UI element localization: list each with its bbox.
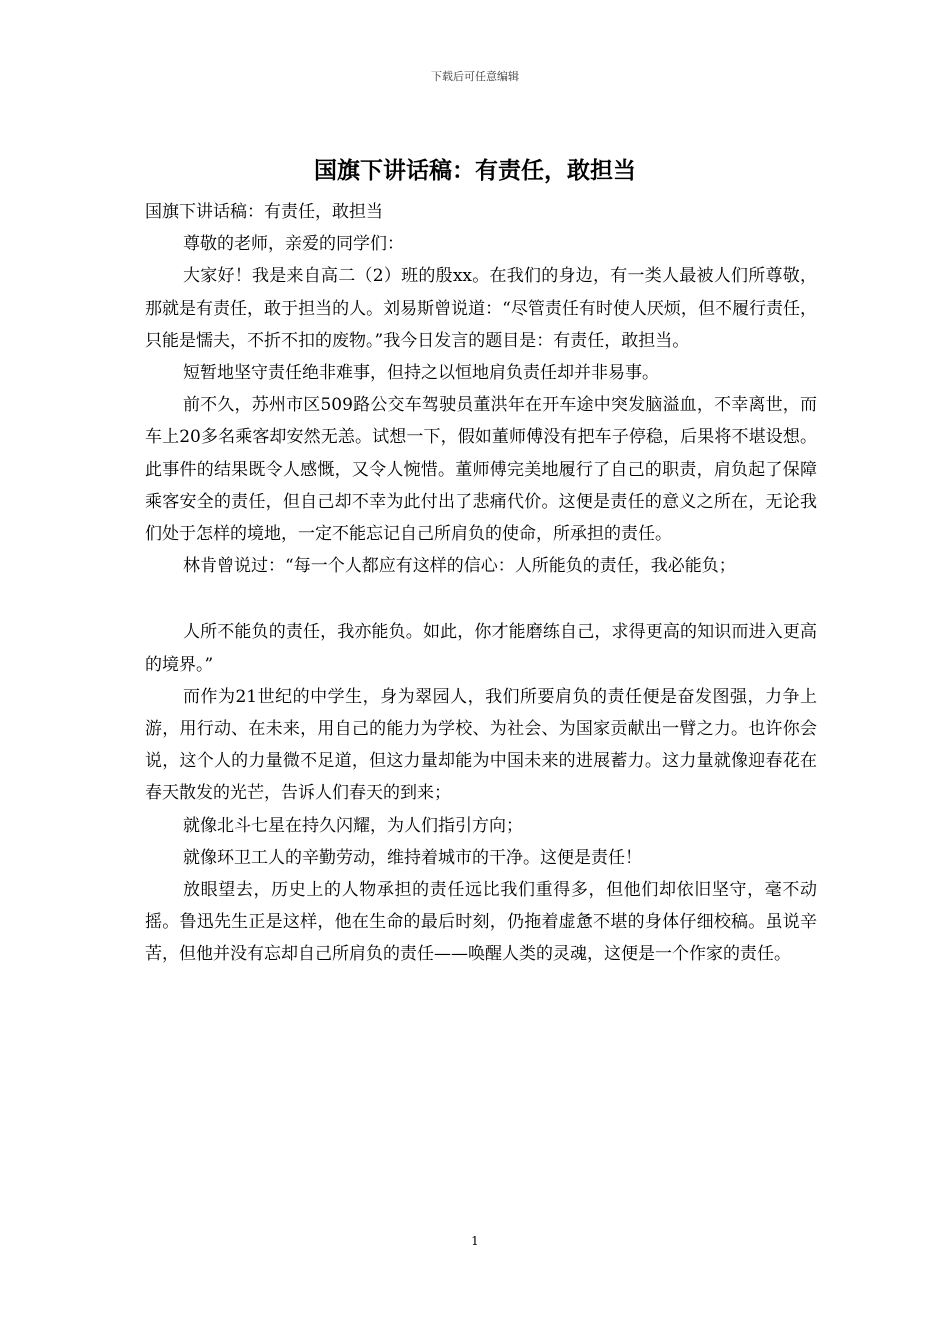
paragraph-gap — [145, 582, 817, 616]
page-number: 1 — [471, 1234, 479, 1248]
paragraph-bus-driver-story: 前不久，苏州市区509路公交车驾驶员董洪年在开车途中突发脑溢血，不幸离世，而车上20多名乘客却安然无恙。试想一下，假如董师傅没有把车子停稳，后果将不堪设想。此事件的结果既令人感慨，又令人惋惜。董师傅完美地履行了自己的职责，肩负起了保障乘客安全的责任，但自己却不幸为此付出了悲痛代价。这便是责任的意义之所在，无论我们处于怎样的境地，一定不能忘记自己所肩负的使命，所承担的责任。 — [145, 395, 817, 545]
paragraph-sanitation-workers: 就像环卫工人的辛勤劳动，维持着城市的干净。这便是责任！ — [183, 847, 642, 868]
document-title: 国旗下讲话稿：有责任，敢担当 — [314, 157, 636, 184]
paragraph-big-dipper: 就像北斗七星在持久闪耀，为人们指引方向； — [183, 815, 523, 836]
paragraph-lincoln-quote-start: 林肯曾说过：“每一个人都应有这样的信心：人所能负的责任，我必能负； — [183, 556, 736, 577]
paragraph-subtitle: 国旗下讲话稿：有责任，敢担当 — [145, 202, 383, 222]
paragraph-introduction: 大家好！我是来自高二（2）班的殷xx。在我们的身边，有一类人最被人们所尊敬，那就是有责任，敢于担当的人。刘易斯曾说道：“尽管责任有时使人厌烦，但不履行责任，只能是懦夫，不折不扣的废物。”我今日发言的题目是：有责任，敢担当。 — [145, 266, 817, 351]
paragraph-lincoln-quote-end: 人所不能负的责任，我亦能负。如此，你才能磨练自己，求得更高的知识而进入更高的境界。” — [145, 622, 817, 675]
page-header: 下载后可任意编辑 — [431, 70, 519, 83]
paragraph-lu-xun: 放眼望去，历史上的人物承担的责任远比我们重得多，但他们却依旧坚守，毫不动摇。鲁迅先生正是这样，他在生命的最后时刻，仍拖着虚惫不堪的身体仔细校稿。虽说辛苦，但他并没有忘却自己所肩负的责任——唤醒人类的灵魂，这便是一个作家的责任。 — [145, 880, 817, 965]
paragraph-thesis: 短暂地坚守责任绝非难事，但持之以恒地肩负责任却并非易事。 — [183, 363, 659, 384]
paragraph-salutation: 尊敬的老师，亲爱的同学们： — [183, 234, 404, 255]
document-body — [145, 196, 817, 971]
paragraph-student-responsibility: 而作为21世纪的中学生，身为翠园人，我们所要肩负的责任便是奋发图强，力争上游，用行动、在未来，用自己的能力为学校、为社会、为国家贡献出一臂之力。也许你会说，这个人的力量微不足道，但这力量却能为中国未来的进展蓄力。这力量就像迎春花在春天散发的光芒，告诉人们春天的到来； — [145, 686, 817, 804]
